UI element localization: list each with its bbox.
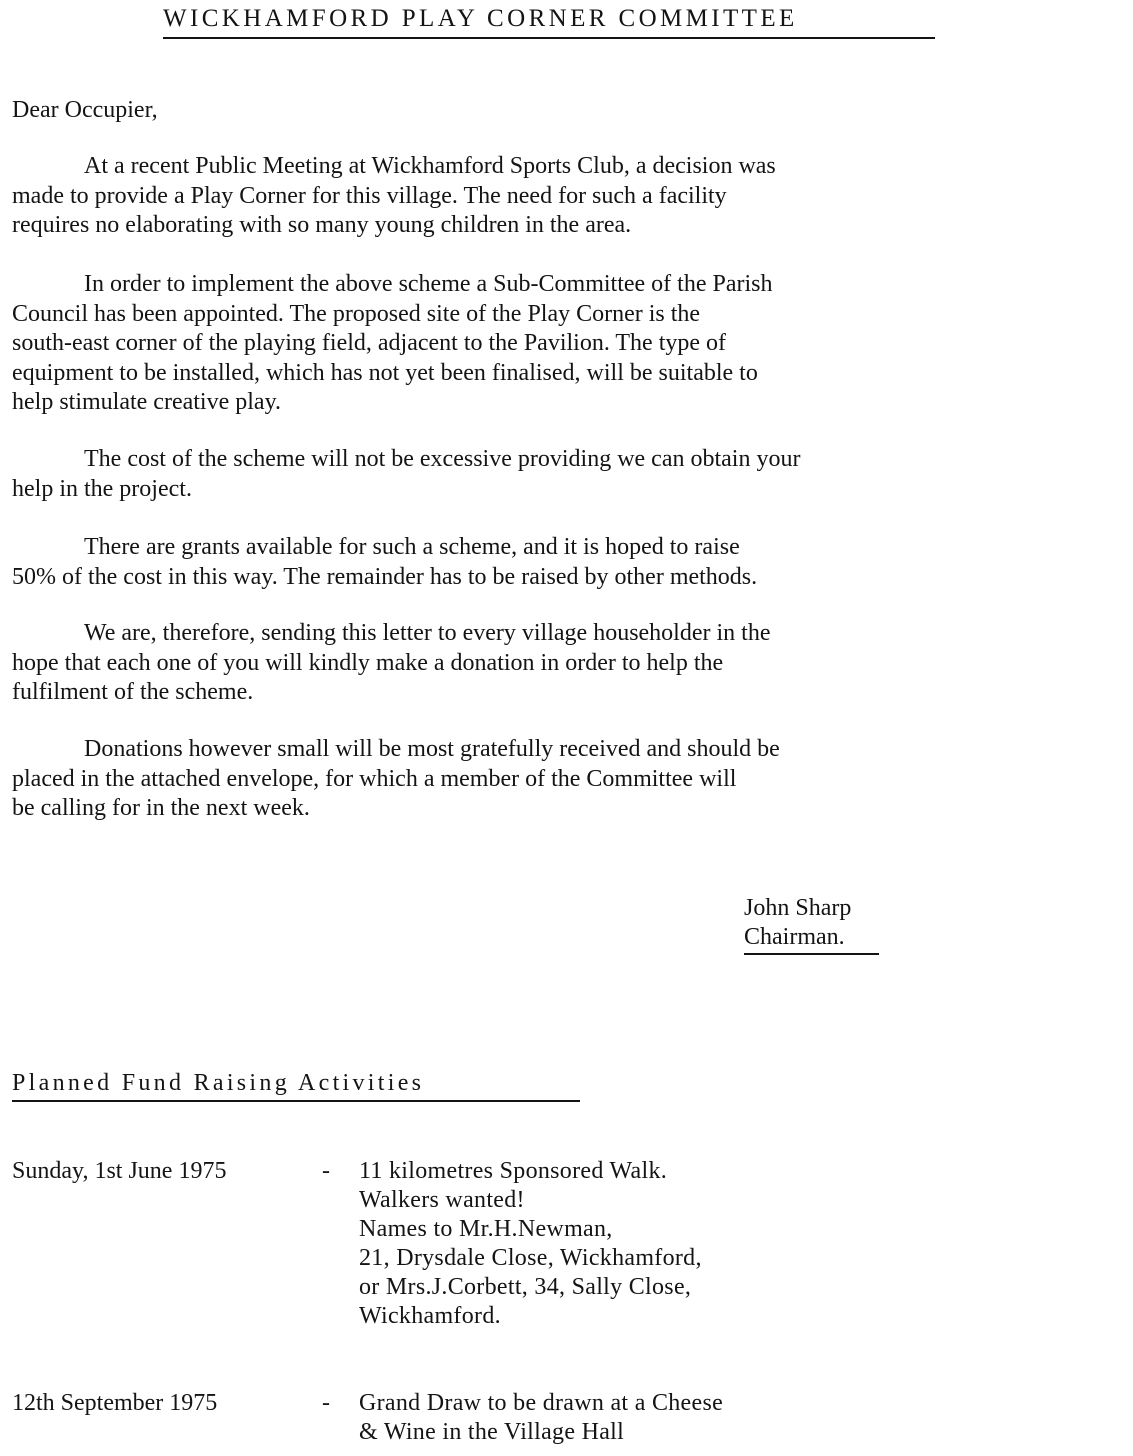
paragraph-line: hope that each one of you will kindly make a donation in order to help the — [12, 649, 724, 676]
paragraph-cost — [12, 445, 800, 504]
signature-block — [744, 894, 851, 952]
activity-details — [359, 1157, 702, 1331]
paragraph-line: requires no elaborating with so many young children in the area. — [12, 212, 632, 238]
paragraph-line: help in the project. — [12, 475, 192, 502]
activity-line: Names to Mr.H.Newman, — [359, 1216, 613, 1242]
paragraph-request — [12, 619, 770, 708]
letter-heading-underline — [163, 37, 935, 39]
activity-date: Sunday, 1st June 1975 — [12, 1158, 227, 1184]
activity-line: Walkers wanted! — [359, 1187, 525, 1213]
activity-line: 21, Drysdale Close, Wickhamford, — [359, 1245, 702, 1271]
paragraph-grants — [12, 533, 757, 592]
paragraph-line: equipment to be installed, which has not yet been finalised, will be suitable to — [12, 359, 758, 386]
paragraph-line: There are grants available for such a scheme, and it is hoped to raise — [84, 534, 740, 560]
paragraph-line: fulfilment of the scheme. — [12, 679, 254, 705]
paragraph-line: placed in the attached envelope, for which a member of the Committee will — [12, 765, 737, 792]
activity-line: 11 kilometres Sponsored Walk. — [359, 1158, 668, 1184]
paragraph-line: south-east corner of the playing field, adjacent to the Pavilion. The type of — [12, 330, 727, 356]
signatory-role: Chairman. — [744, 924, 845, 950]
letter-heading: WICKHAMFORD PLAY CORNER COMMITTEE — [163, 5, 798, 32]
activity-line: Grand Draw to be drawn at a Cheese — [359, 1390, 724, 1416]
salutation: Dear Occupier, — [12, 97, 158, 123]
paragraph-line: In order to implement the above scheme a Sub-Committee of the Parish — [84, 271, 773, 297]
paragraph-line: made to provide a Play Corner for this village. The need for such a facility — [12, 182, 727, 209]
signatory-name: John Sharp — [744, 895, 852, 921]
activity-dash: - — [322, 1390, 330, 1416]
paragraph-line: The cost of the scheme will not be excessive providing we can obtain your — [84, 446, 801, 472]
activity-date: 12th September 1975 — [12, 1390, 218, 1416]
paragraph-meeting — [12, 152, 776, 241]
paragraph-line: be calling for in the next week. — [12, 795, 310, 821]
signature-underline — [744, 953, 879, 955]
paragraph-donations — [12, 735, 780, 824]
activity-details — [359, 1389, 723, 1447]
activity-line: or Mrs.J.Corbett, 34, Sally Close, — [359, 1274, 692, 1300]
paragraph-line: We are, therefore, sending this letter to every village householder in the — [84, 620, 771, 646]
activities-heading: Planned Fund Raising Activities — [12, 1070, 425, 1096]
paragraph-sub-committee — [12, 270, 773, 418]
paragraph-line: help stimulate creative play. — [12, 389, 282, 415]
activity-line: Wickhamford. — [359, 1303, 501, 1329]
activity-line: & Wine in the Village Hall — [359, 1419, 625, 1445]
paragraph-line: 50% of the cost in this way. The remainder has to be raised by other methods. — [12, 563, 758, 590]
activity-dash: - — [322, 1158, 330, 1184]
activities-heading-underline — [12, 1100, 580, 1102]
paragraph-line: At a recent Public Meeting at Wickhamford Sports Club, a decision was — [84, 153, 776, 179]
paragraph-line: Council has been appointed. The proposed site of the Play Corner is the — [12, 300, 701, 327]
paragraph-line: Donations however small will be most gratefully received and should be — [84, 736, 780, 762]
